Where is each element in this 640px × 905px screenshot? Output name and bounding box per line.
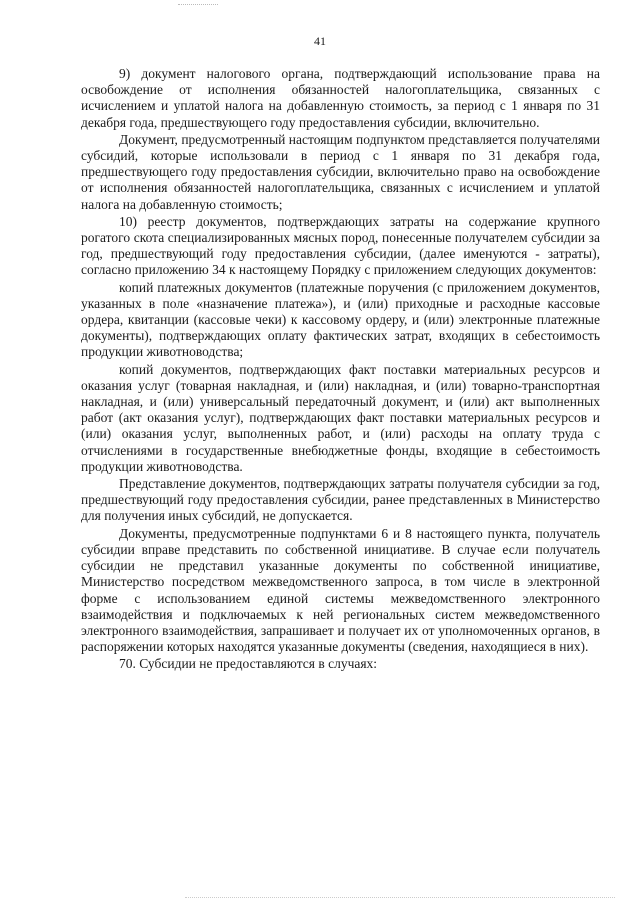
paragraph-item-9-note: Документ, предусмотренный настоящим подпунктом представляется получателями субсидий, которые использовали в период с 1 января по 31 декабря года, предшествующего году предоставления субсидии, включительно право на освобождение от исполнения обязанностей налогоплательщика, связанных с исчислением и уплатой налога на добавленную стоимость; [81, 131, 600, 212]
paragraph-payment-documents: копий платежных документов (платежные поручения (с приложением документов, указанных в поле «назначение платежа»), и (или) приходные и расходные кассовые ордера, квитанции (кассовые чеки) к кассовому ордеру, и (или) электронные платежные документы), подтверждающих оплату фактических затрат, входящих в себестоимость продукции животноводства; [81, 279, 600, 360]
scan-bottom-edge [185, 897, 615, 899]
document-body [81, 66, 600, 674]
paragraph-repeat-submission: Представление документов, подтверждающих затраты получателя субсидии за год, предшествующий году предоставления субсидии, ранее представленных в Министерство для получения иных субсидий, не допускается. [81, 476, 600, 524]
paragraph-item-9: 9) документ налогового органа, подтверждающий использование права на освобождение от исполнения обязанностей налогоплательщика, связанных с исчислением и уплатой налога на добавленную стоимость, за период с 1 января по 31 декабря года, предшествующего году предоставления субсидии, включительно. [81, 66, 600, 130]
page-number: 41 [314, 34, 326, 48]
paragraph-own-initiative: Документы, предусмотренные подпунктами 6 и 8 настоящего пункта, получатель субсидии вправе представить по собственной инициативе. В случае если получатель субсидии не представил указанные документы по собственной инициативе, Министерство посредством межведомственного запроса, в том числе в электронной форме с использованием единой системы межведомственного электронного взаимодействия и подключаемых к ней региональных систем межведомственного электронного взаимодействия, запрашивает и получает их от уполномоченных органов, в распоряжении которых находятся указанные документы (сведения, находящиеся в них). [81, 525, 600, 655]
paragraph-item-70: 70. Субсидии не предоставляются в случаях: [119, 656, 378, 672]
paragraph-supply-documents: копий документов, подтверждающих факт поставки материальных ресурсов и оказания услуг (товарная накладная, и (или) накладная, и (или) товарно-транспортная накладная, и (или) универсальный передаточный документ, и (или) акт выполненных работ (акт оказания услуг), подтверждающих факт поставки материальных ресурсов и (или) оказания услуг, выполненных работ, и (или) расходы на оплату труда с отчислениями в государственные внебюджетные фонды, входящие в себестоимость продукции животноводства. [81, 361, 600, 474]
paragraph-item-10: 10) реестр документов, подтверждающих затраты на содержание крупного рогатого скота специализированных мясных пород, понесенные получателем субсидии за год, предшествующий году предоставления субсидии, (далее именуются - затраты), согласно приложению 34 к настоящему Порядку с приложением следующих документов: [81, 213, 600, 278]
scan-artifact-mark [178, 4, 218, 6]
